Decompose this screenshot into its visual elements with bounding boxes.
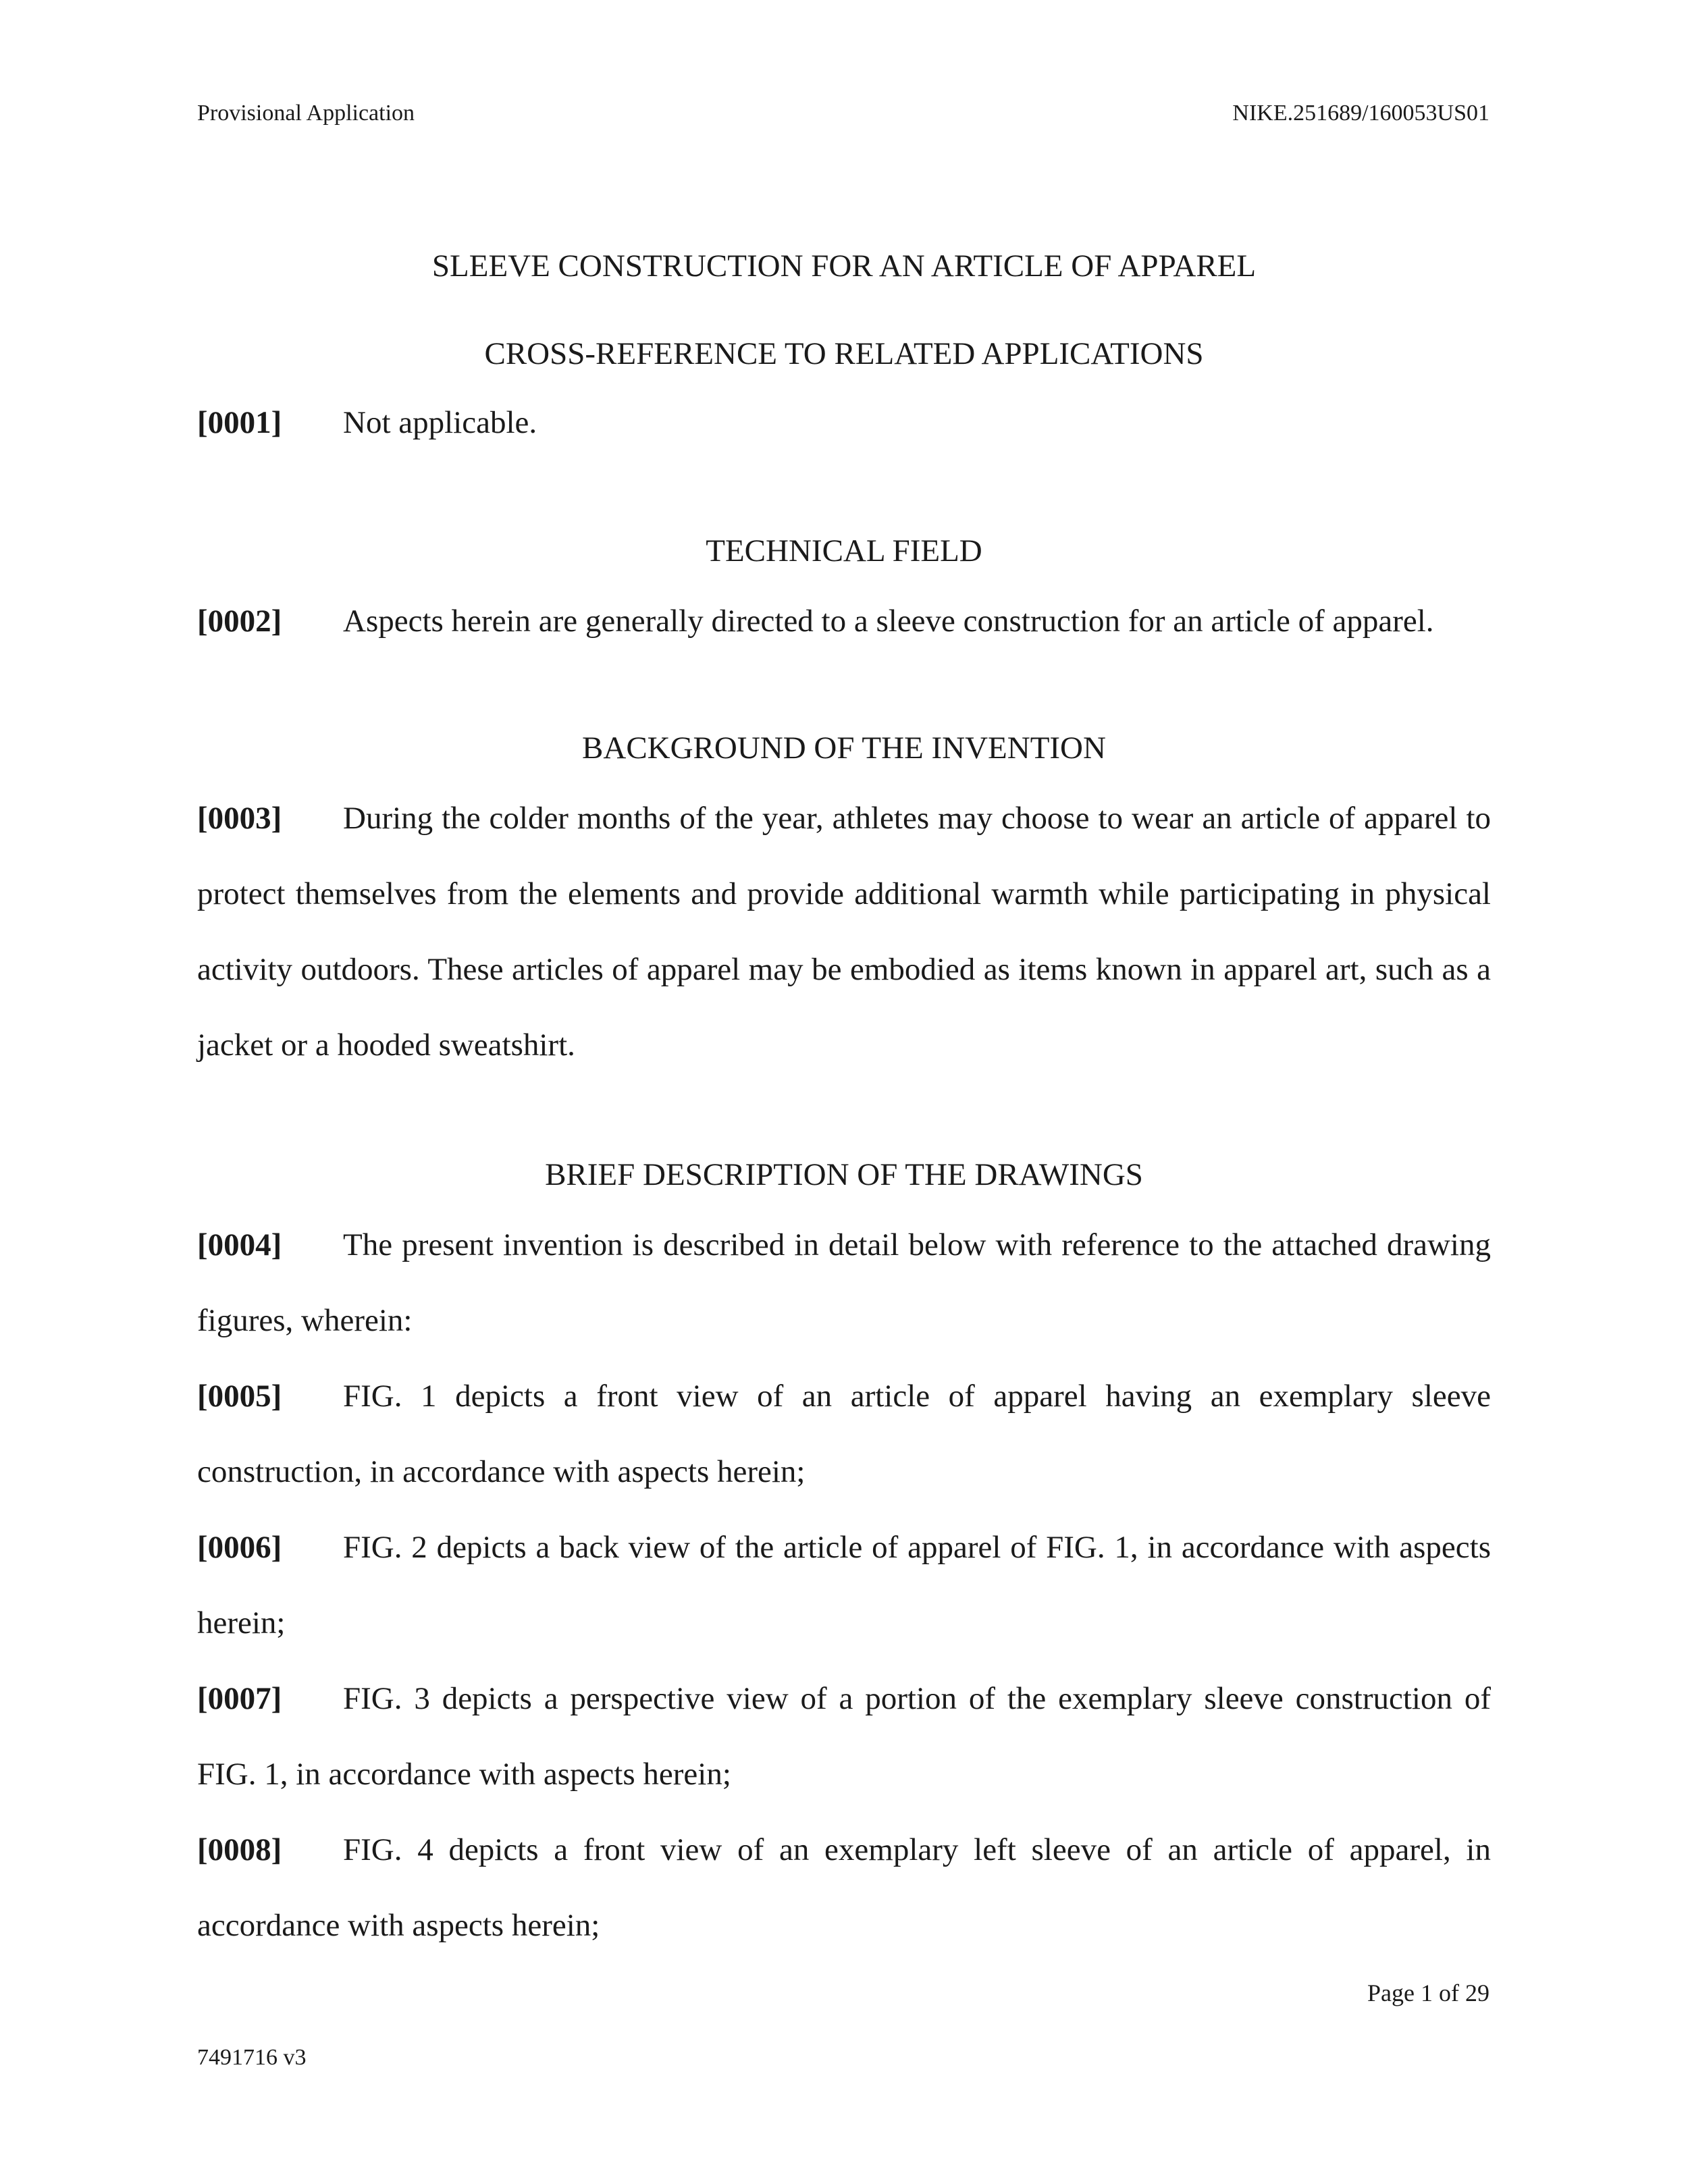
- paragraph-number: [0005]: [197, 1379, 282, 1414]
- paragraph-text: FIG. 1 depicts a front view of an article of apparel having an exemplary sleeve construction, in accordance with aspects herein;: [197, 1379, 1491, 1489]
- paragraph-number: [0002]: [197, 604, 282, 639]
- paragraph-text: The present invention is described in detail below with reference to the attached drawing figures, wherein:: [197, 1227, 1491, 1338]
- paragraph-number: [0006]: [197, 1530, 282, 1565]
- paragraph-0003: [197, 780, 1491, 1083]
- paragraph-0002: [197, 602, 1491, 640]
- header-left: Provisional Application: [197, 101, 415, 126]
- paragraph-text: FIG. 2 depicts a back view of the article of apparel of FIG. 1, in accordance with aspects herein;: [197, 1530, 1491, 1641]
- heading-cross-reference: CROSS-REFERENCE TO RELATED APPLICATIONS: [484, 336, 1204, 371]
- heading-drawings: BRIEF DESCRIPTION OF THE DRAWINGS: [545, 1157, 1143, 1192]
- paragraph-number: [0008]: [197, 1832, 282, 1867]
- paragraph-0007: [197, 1661, 1491, 1812]
- document-title: SLEEVE CONSTRUCTION FOR AN ARTICLE OF APPAREL: [431, 248, 1257, 284]
- header-right: NIKE.251689/160053US01: [1232, 101, 1489, 126]
- paragraph-0005: [197, 1358, 1491, 1510]
- paragraph-text: Not applicable.: [343, 405, 537, 440]
- paragraph-text: During the colder months of the year, athletes may choose to wear an article of apparel to protect themselves from the elements and provide additional warmth while participating in physical activity outdoors. These articles of apparel may be embodied as items known in apparel art, such as a jacket or a hooded sweatshirt.: [197, 801, 1491, 1063]
- paragraph-text: FIG. 3 depicts a perspective view of a portion of the exemplary sleeve construction of FIG. 1, in accordance with aspects herein;: [197, 1681, 1491, 1792]
- heading-background: BACKGROUND OF THE INVENTION: [582, 730, 1106, 766]
- document-id: 7491716 v3: [197, 2045, 307, 2070]
- paragraph-text: Aspects herein are generally directed to a sleeve construction for an article of apparel.: [343, 604, 1434, 639]
- paragraph-number: [0001]: [197, 405, 282, 440]
- heading-technical-field: TECHNICAL FIELD: [706, 533, 982, 568]
- paragraph-0006: [197, 1510, 1491, 1661]
- paragraph-0001: [197, 404, 1491, 442]
- paragraph-number: [0007]: [197, 1681, 282, 1716]
- paragraph-number: [0003]: [197, 801, 282, 836]
- paragraph-0008: [197, 1812, 1491, 1963]
- paragraph-number: [0004]: [197, 1227, 282, 1262]
- page-number: Page 1 of 29: [1367, 1979, 1489, 2006]
- paragraph-0004: [197, 1207, 1491, 1358]
- paragraph-text: FIG. 4 depicts a front view of an exemplary left sleeve of an article of apparel, in accordance with aspects herein;: [197, 1832, 1491, 1943]
